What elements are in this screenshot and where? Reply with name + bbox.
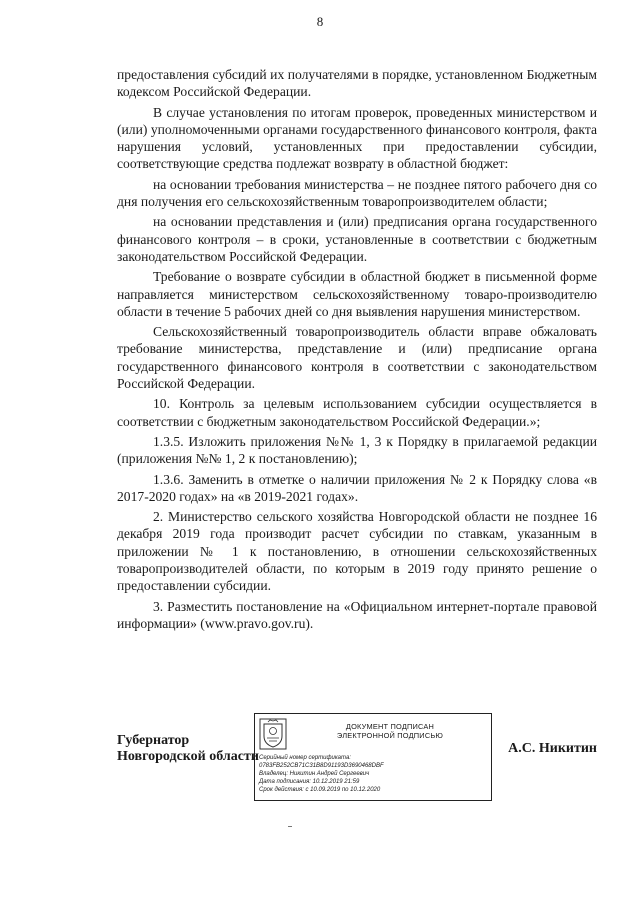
stamp-heading	[295, 722, 485, 740]
certificate-owner: Владелец: Никитин Андрей Сергеевич	[259, 771, 370, 777]
stamp-heading-line2: ЭЛЕКТРОННОЙ ПОДПИСЬЮ	[336, 731, 444, 740]
paragraph: на основании представления и (или) предписания органа государственного финансового контроля – в сроки, установленные в соответствии с бюджетным законодательством Российской Федерации.	[117, 214, 597, 264]
paragraph: предоставления субсидий их получателями в порядке, установленном Бюджетным кодексом Российской Федерации.	[117, 67, 597, 100]
paragraph: В случае установления по итогам проверок, проведенных министерством и (или) уполномоченными органами государственного финансового контроля, факта нарушения условий, установленных при предоставлении субсидии, соответствующие средства подлежат возврату в областной бюджет:	[117, 104, 597, 172]
signer-title-line1: Губернатор	[117, 733, 190, 748]
coat-of-arms-icon	[259, 718, 287, 750]
paragraph: 1.3.6. Заменить в отметке о наличии приложения № 2 к Порядку слова «в 2017-2020 годах» на «в 2019-2021 годах».	[117, 471, 597, 504]
paragraph: 3. Разместить постановление на «Официальном интернет-портале правовой информации» (www.pravo.gov.ru).	[117, 598, 597, 631]
paragraph: Требование о возврате субсидии в областной бюджет в письменной форме направляется министерством сельскохозяйственному товаро-производителю области в течение 5 рабочих дней со дня выявления нарушения министерством.	[117, 269, 597, 319]
signer-title	[117, 733, 259, 765]
electronic-signature-stamp	[254, 713, 492, 801]
signer-title-line2: Новгородской области	[117, 749, 259, 764]
signer-name: А.С. Никитин	[508, 741, 597, 756]
paragraph: на основании требования министерства – не позднее пятого рабочего дня со дня получения его сельскохозяйственным товаропроизводителем области;	[117, 176, 597, 210]
certificate-label: Серийный номер сертификата:	[259, 755, 351, 761]
certificate-validity: Срок действия: с 10.09.2019 по 10.12.2020	[259, 787, 381, 793]
stamp-details	[259, 754, 384, 794]
paragraph: Сельскохозяйственный товаропроизводитель области вправе обжаловать требование министерства, представление и (или) предписание органа государственного финансового контроля в соответствии с законодательством Российской Федерации.	[117, 324, 597, 392]
paragraph: 10. Контроль за целевым использованием субсидии осуществляется в соответствии с бюджетным законодательством Российской Федерации.»;	[117, 396, 597, 429]
signing-date: Дата подписания: 10.12.2019 21:59	[259, 779, 360, 785]
divider-mark	[288, 826, 292, 827]
page-number: 8	[316, 14, 324, 29]
document-body	[117, 66, 597, 635]
signature-block	[117, 713, 597, 803]
paragraph: 2. Министерство сельского хозяйства Новгородской области не позднее 16 декабря 2019 года производит расчет субсидии по ставкам, указанным в приложении № 1 к постановлению, в отношении сельскохозяйственных товаропроизводителей области, по которым в 2019 году принято решение о предоставлении субсидии.	[117, 509, 597, 594]
certificate-serial: 0783FB252CB71C31B8D91193D3690468DBF	[259, 763, 384, 769]
stamp-heading-line1: ДОКУМЕНТ ПОДПИСАН	[345, 722, 435, 731]
paragraph: 1.3.5. Изложить приложения №№ 1, 3 к Порядку в прилагаемой редакции (приложения №№ 1, 2 к постановлению);	[117, 433, 597, 467]
